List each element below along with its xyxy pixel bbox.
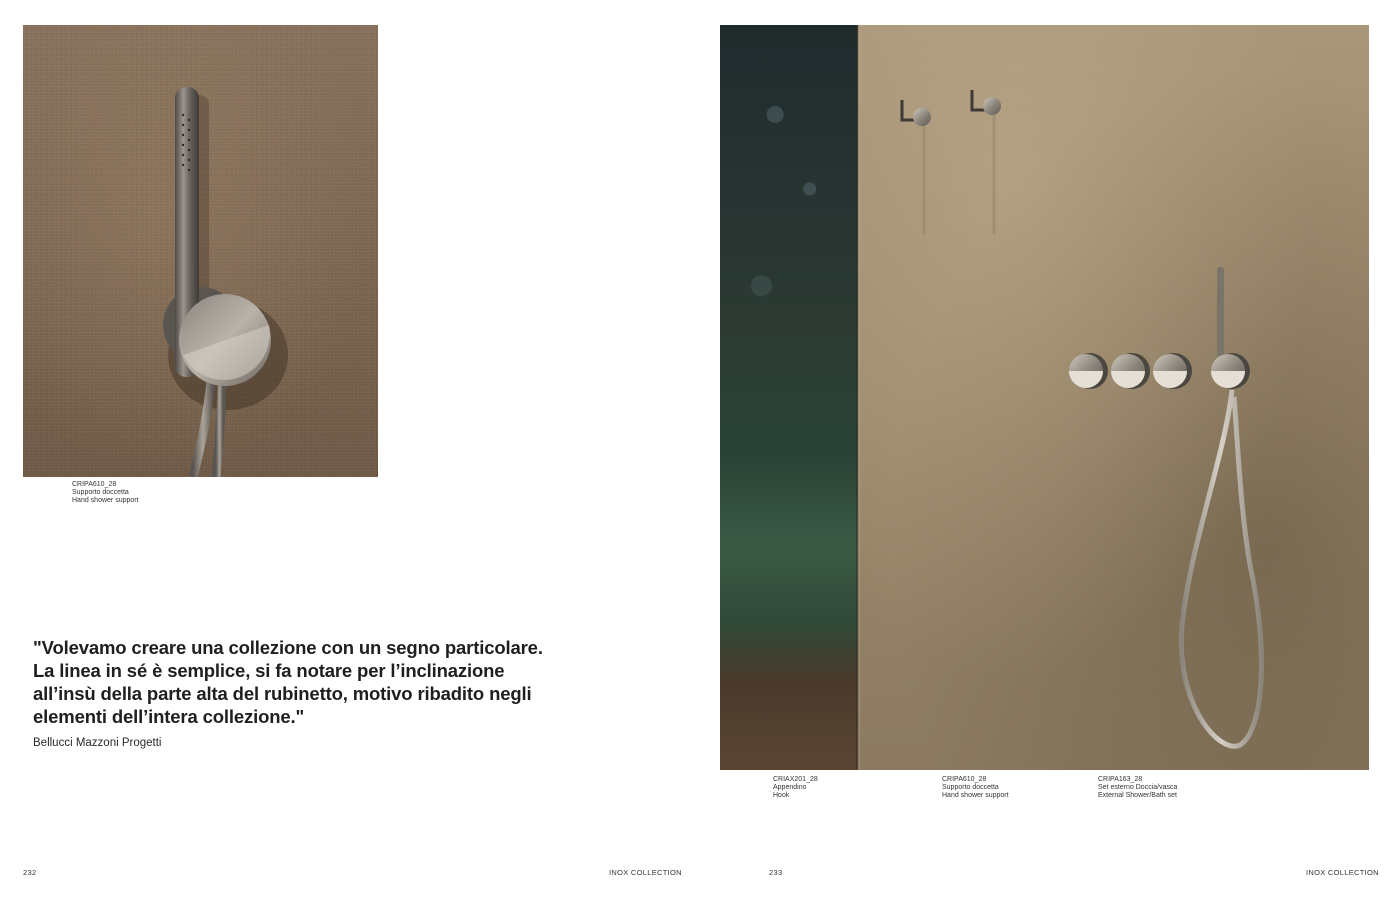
page-number-left: 232 [23,868,37,877]
shower-set-caption [1098,776,1177,800]
product-name-en: Hook [773,792,790,799]
quote-line: La linea in sé è semplice, si fa notare per l’inclinazione [33,660,505,681]
product-name-it: Supporto doccetta [72,489,129,496]
product-name-it: Supporto doccetta [942,784,999,791]
photo-left-caption [72,481,139,505]
hook-icon [972,90,1001,235]
quote-line: "Volevamo creare una collezione con un segno particolare. [33,637,543,658]
quote-line: all’insù della parte alta del rubinetto, motivo ribadito negli [33,683,532,704]
product-name-en: Hand shower support [942,792,1009,799]
product-name-en: External Shower/Bath set [1098,792,1177,799]
hand-shower-support-caption [942,776,1009,800]
designer-quote [33,636,613,728]
product-name-it: Set esterno Doccia/vasca [1098,784,1178,791]
product-code: CRIPA610_28 [942,776,987,783]
page-number-right: 233 [769,868,783,877]
hand-shower-illustration [23,25,378,477]
collection-label-right: INOX COLLECTION [1306,868,1379,877]
quote-line: elementi dell’intera collezione." [33,706,305,727]
hand-shower-photo [23,25,378,477]
shower-wall-photo [720,25,1369,770]
hook-icon [902,100,931,235]
quote-author: Bellucci Mazzoni Progetti [33,737,162,749]
collection-label-left: INOX COLLECTION [609,868,682,877]
product-code: CRIAX201_28 [773,776,818,783]
product-code: CRIPA610_28 [72,481,117,488]
product-code: CRIPA163_28 [1098,776,1143,783]
hook-caption [773,776,818,800]
product-name-it: Appendino [773,784,807,791]
product-name-en: Hand shower support [72,497,139,504]
shower-fixtures-illustration [720,25,1369,770]
